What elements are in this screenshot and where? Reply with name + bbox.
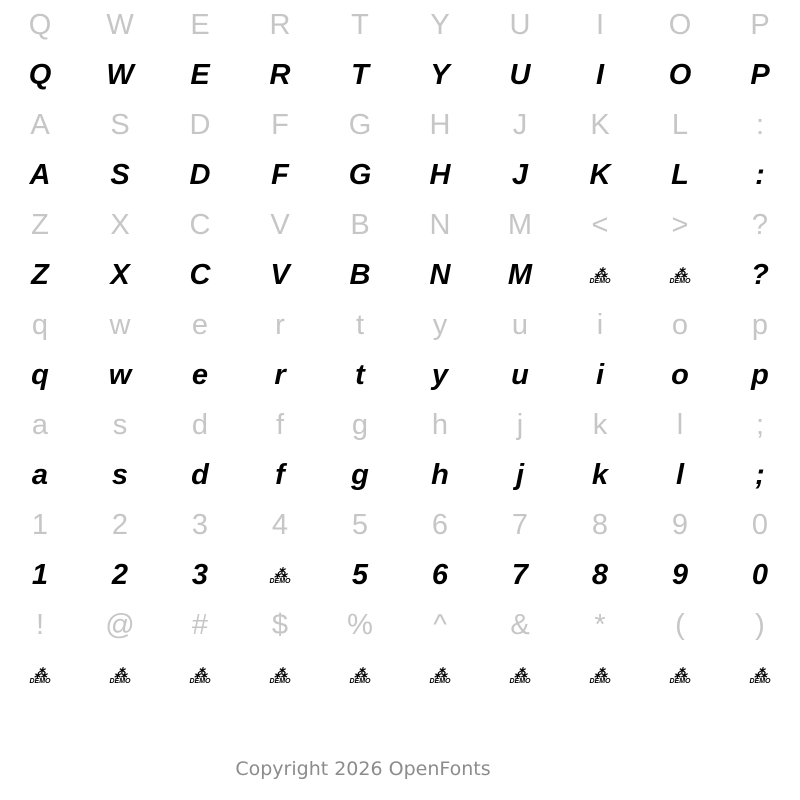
glyph-cell: K: [590, 108, 610, 141]
glyph-cell: 1: [31, 508, 49, 541]
glyph-cell: k: [592, 408, 608, 441]
glyph-cell: >: [671, 208, 689, 241]
glyph-cell: p: [751, 358, 769, 391]
glyph-cell: j: [516, 408, 524, 441]
glyph-cell: f: [275, 458, 285, 491]
glyph-cell: Y: [430, 8, 450, 41]
glyph-cell: Q: [28, 8, 52, 41]
demo-label: DEMO: [589, 677, 611, 685]
glyph-cell: a: [31, 408, 49, 441]
demo-label: DEMO: [109, 677, 131, 685]
sprout-icon: ⁂: [594, 665, 606, 681]
glyph-cell: H: [429, 158, 451, 191]
glyph-cell: q: [31, 308, 49, 341]
glyph-cell: y: [431, 358, 449, 391]
glyph-cell: w: [109, 308, 131, 341]
glyph-cell: ?: [751, 208, 769, 241]
glyph-cell: 0: [751, 508, 769, 541]
glyph-cell: ?: [751, 258, 769, 291]
glyph-cell: 2: [111, 558, 129, 591]
glyph-cell: *: [594, 608, 606, 641]
demo-mark-icon: [749, 665, 771, 686]
glyph-cell: p: [751, 308, 769, 341]
glyph-cell: M: [507, 208, 533, 241]
demo-label: DEMO: [669, 277, 691, 285]
glyph-cell: J: [511, 158, 529, 191]
glyph-cell: E: [190, 58, 210, 91]
glyph-cell: X: [110, 258, 130, 291]
demo-mark-icon: [669, 665, 691, 686]
glyph-cell: U: [509, 58, 531, 91]
glyph-cell: 8: [591, 558, 609, 591]
demo-mark-icon: [269, 565, 291, 586]
glyph-cell: 5: [351, 558, 369, 591]
glyph-cell: I: [595, 58, 605, 91]
sprout-icon: ⁂: [754, 665, 766, 681]
glyph-cell: V: [270, 258, 290, 291]
glyph-cell: #: [191, 608, 209, 641]
sprout-icon: ⁂: [674, 265, 686, 281]
demo-label: DEMO: [749, 677, 771, 685]
glyph-cell: P: [750, 8, 770, 41]
sprout-icon: ⁂: [354, 665, 366, 681]
glyph-cell: H: [429, 108, 451, 141]
glyph-cell: !: [35, 608, 45, 641]
demo-label: DEMO: [669, 677, 691, 685]
glyph-cell: O: [668, 8, 692, 41]
glyph-cell: N: [429, 258, 451, 291]
glyph-cell: s: [111, 458, 129, 491]
glyph-cell: T: [351, 8, 369, 41]
glyph-cell: D: [189, 108, 211, 141]
glyph-cell: ;: [755, 458, 765, 491]
glyph-cell: U: [509, 8, 531, 41]
demo-mark-icon: [109, 665, 131, 686]
glyph-cell: 7: [511, 558, 529, 591]
glyph-cell: e: [191, 308, 209, 341]
sprout-icon: ⁂: [274, 665, 286, 681]
glyph-cell: ^: [433, 608, 447, 641]
glyph-cell: X: [110, 208, 130, 241]
glyph-cell: d: [191, 458, 209, 491]
glyph-cell: <: [591, 208, 609, 241]
demo-watermark: [720, 650, 800, 700]
glyph-cell: ): [755, 608, 765, 641]
glyph-cell: M: [507, 258, 533, 291]
demo-watermark: [80, 650, 160, 700]
glyph-cell: G: [348, 108, 372, 141]
demo-label: DEMO: [349, 677, 371, 685]
demo-mark-icon: [589, 265, 611, 286]
glyph-cell: C: [189, 258, 211, 291]
sprout-icon: ⁂: [194, 665, 206, 681]
demo-mark-icon: [269, 665, 291, 686]
demo-label: DEMO: [589, 277, 611, 285]
glyph-cell: 6: [431, 558, 449, 591]
sprout-icon: ⁂: [434, 665, 446, 681]
glyph-cell: W: [106, 58, 134, 91]
glyph-cell: F: [271, 158, 289, 191]
glyph-cell: L: [671, 108, 689, 141]
glyph-cell: 3: [191, 508, 209, 541]
glyph-cell: g: [351, 458, 369, 491]
glyph-cell: 0: [751, 558, 769, 591]
sprout-icon: ⁂: [514, 665, 526, 681]
glyph-cell: K: [589, 158, 611, 191]
glyph-cell: R: [269, 58, 291, 91]
glyph-cell: (: [675, 608, 685, 641]
demo-watermark: [560, 250, 640, 300]
glyph-cell: 5: [351, 508, 369, 541]
glyph-cell: 2: [111, 508, 129, 541]
glyph-cell: t: [355, 308, 365, 341]
glyph-cell: 9: [671, 508, 689, 541]
glyph-cell: f: [275, 408, 285, 441]
glyph-cell: @: [105, 608, 135, 641]
glyph-cell: &: [510, 608, 530, 641]
demo-label: DEMO: [429, 677, 451, 685]
glyph-cell: :: [755, 158, 765, 191]
glyph-cell: y: [432, 308, 448, 341]
glyph-cell: W: [106, 8, 134, 41]
glyph-cell: h: [431, 458, 449, 491]
demo-mark-icon: [669, 265, 691, 286]
glyph-cell: a: [31, 458, 49, 491]
demo-mark-icon: [509, 665, 531, 686]
glyph-cell: S: [110, 158, 130, 191]
glyph-cell: 3: [191, 558, 209, 591]
demo-watermark: [320, 650, 400, 700]
glyph-cell: w: [108, 358, 132, 391]
glyph-cell: u: [511, 308, 529, 341]
demo-label: DEMO: [269, 677, 291, 685]
demo-watermark: [400, 650, 480, 700]
glyph-cell: d: [191, 408, 209, 441]
glyph-cell: ;: [755, 408, 765, 441]
glyph-cell: F: [271, 108, 289, 141]
glyph-cell: :: [755, 108, 765, 141]
demo-watermark: [640, 650, 720, 700]
glyph-cell: 9: [671, 558, 689, 591]
demo-mark-icon: [589, 665, 611, 686]
glyph-cell: u: [511, 358, 529, 391]
glyph-cell: Z: [31, 208, 49, 241]
sprout-icon: ⁂: [114, 665, 126, 681]
glyph-cell: e: [191, 358, 209, 391]
demo-watermark: [240, 650, 320, 700]
glyph-cell: V: [270, 208, 290, 241]
glyph-cell: h: [431, 408, 449, 441]
glyph-cell: G: [348, 158, 372, 191]
demo-label: DEMO: [189, 677, 211, 685]
glyph-cell: Q: [28, 58, 52, 91]
glyph-cell: i: [595, 358, 605, 391]
demo-label: DEMO: [509, 677, 531, 685]
demo-watermark: [560, 650, 640, 700]
demo-mark-icon: [29, 665, 51, 686]
demo-watermark: [160, 650, 240, 700]
glyph-cell: 6: [431, 508, 449, 541]
sprout-icon: ⁂: [674, 665, 686, 681]
glyph-cell: B: [349, 258, 371, 291]
glyph-cell: 1: [31, 558, 49, 591]
glyph-cell: E: [190, 8, 210, 41]
glyph-cell: k: [591, 458, 609, 491]
glyph-cell: l: [676, 408, 684, 441]
demo-mark-icon: [429, 665, 451, 686]
glyph-cell: J: [512, 108, 528, 141]
glyph-cell: D: [189, 158, 211, 191]
glyph-cell: Y: [430, 58, 450, 91]
glyph-cell: l: [675, 458, 685, 491]
glyph-cell: s: [112, 408, 128, 441]
sprout-icon: ⁂: [274, 565, 286, 581]
sprout-icon: ⁂: [34, 665, 46, 681]
glyph-cell: 4: [271, 508, 289, 541]
sprout-icon: ⁂: [594, 265, 606, 281]
glyph-cell: A: [29, 158, 51, 191]
glyph-cell: T: [351, 58, 369, 91]
demo-label: DEMO: [29, 677, 51, 685]
demo-watermark: [240, 550, 320, 600]
glyph-cell: B: [350, 208, 370, 241]
demo-label: DEMO: [269, 577, 291, 585]
glyph-cell: L: [671, 158, 689, 191]
demo-mark-icon: [349, 665, 371, 686]
demo-mark-icon: [189, 665, 211, 686]
glyph-cell: P: [750, 58, 770, 91]
glyph-cell: Z: [31, 258, 49, 291]
glyph-cell: 7: [511, 508, 529, 541]
glyph-cell: N: [429, 208, 451, 241]
glyph-cell: t: [355, 358, 365, 391]
glyph-cell: r: [275, 308, 285, 341]
glyph-cell: I: [595, 8, 605, 41]
glyph-cell: A: [30, 108, 50, 141]
glyph-cell: q: [31, 358, 49, 391]
glyph-cell: g: [351, 408, 369, 441]
glyph-cell: i: [596, 308, 604, 341]
demo-watermark: [0, 650, 80, 700]
copyright-notice: Copyright 2026 OpenFonts: [235, 758, 491, 780]
glyph-cell: o: [671, 358, 689, 391]
demo-watermark: [640, 250, 720, 300]
glyph-cell: C: [189, 208, 211, 241]
glyph-cell: r: [274, 358, 286, 391]
glyph-cell: $: [271, 608, 289, 641]
glyph-cell: R: [269, 8, 291, 41]
glyph-cell: O: [668, 58, 692, 91]
glyph-cell: o: [671, 308, 689, 341]
glyph-cell: 8: [591, 508, 609, 541]
demo-watermark: [480, 650, 560, 700]
glyph-cell: j: [515, 458, 525, 491]
glyph-cell: %: [347, 608, 373, 641]
glyph-cell: S: [110, 108, 130, 141]
